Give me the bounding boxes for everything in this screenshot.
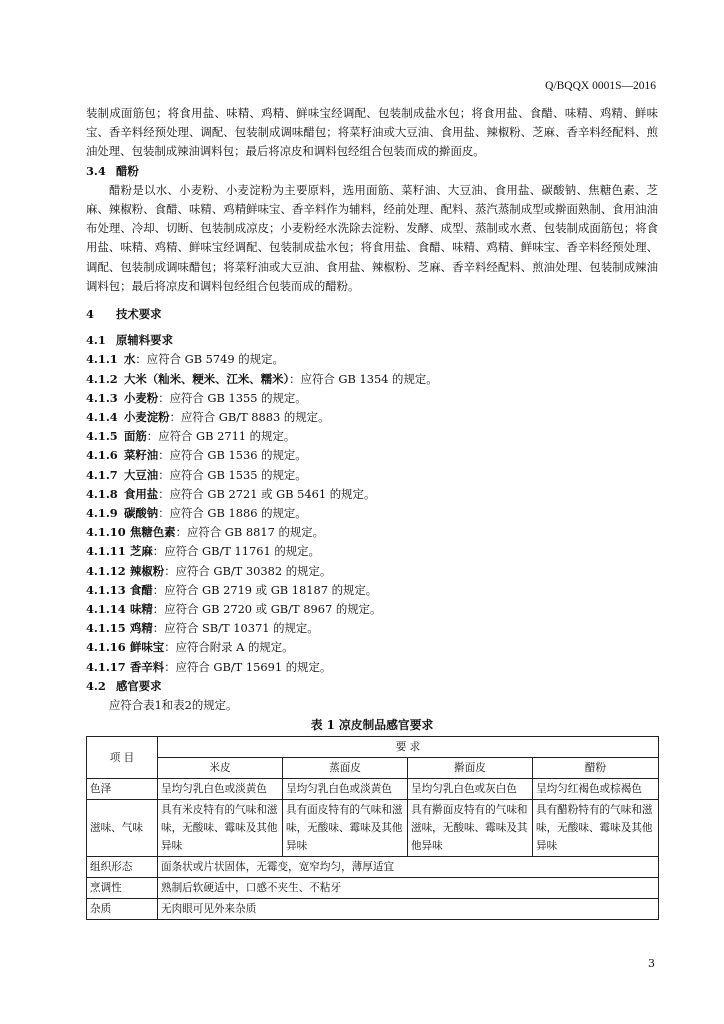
requirement-number: 4.1.6 <box>86 448 118 463</box>
requirement-number: 4.1.16 <box>86 640 126 655</box>
requirement-name: 大米（籼米、粳米、江米、糯米） <box>124 371 290 386</box>
requirement-text: ：应符合 GB 1354 的规定。 <box>289 371 438 386</box>
table-cell: 熟制后软硬适中，口感不夹生、不粘牙 <box>158 878 659 899</box>
table-cell: 具有醋粉特有的气味和滋味，无酸味、霉味及其他异味 <box>533 800 659 857</box>
section-number: 4.1 <box>86 333 106 348</box>
requirement-item <box>86 485 658 504</box>
requirement-number: 4.1.14 <box>86 602 126 617</box>
table-cell: 呈均匀乳白色或灰白色 <box>408 779 533 800</box>
requirement-list <box>86 350 658 676</box>
requirement-item <box>86 408 658 427</box>
requirement-text: ：应符合 GB/T 8883 的规定。 <box>169 410 330 425</box>
requirement-item <box>86 562 658 581</box>
requirement-text: ：应符合 GB 2719 或 GB 18187 的规定。 <box>152 582 378 597</box>
page-content <box>86 104 658 920</box>
section-title: 原辅料要求 <box>116 333 173 348</box>
table-cell: 呈均匀乳白色或淡黄色 <box>158 779 283 800</box>
requirement-number: 4.1.5 <box>86 429 118 444</box>
requirement-number: 4.1.7 <box>86 467 118 482</box>
section-title: 技术要求 <box>116 307 162 322</box>
table-header-requirements: 要 求 <box>158 737 659 758</box>
requirement-item <box>86 658 658 677</box>
table-cell: 具有米皮特有的气味和滋味，无酸味、霉味及其他异味 <box>158 800 283 857</box>
table-column-header: 蒸面皮 <box>283 758 408 779</box>
requirement-name: 味精 <box>130 602 153 617</box>
requirement-name: 香辛料 <box>130 659 165 674</box>
requirement-text: ：应符合 GB/T 15691 的规定。 <box>164 659 332 674</box>
requirement-item <box>86 581 658 600</box>
requirement-name: 水 <box>124 352 136 367</box>
table-cell: 呈均匀乳白色或淡黄色 <box>283 779 408 800</box>
table-column-header: 擀面皮 <box>408 758 533 779</box>
table-column-header: 醋粉 <box>533 758 659 779</box>
section-4-2-paragraph: 应符合表1和表2的规定。 <box>109 698 238 713</box>
requirement-item <box>86 619 658 638</box>
table-cell: 具有面皮特有的气味和滋味，无酸味、霉味及其他异味 <box>283 800 408 857</box>
section-4-2-heading <box>86 677 658 696</box>
requirement-number: 4.1.11 <box>86 544 126 559</box>
table-row-label: 组织形态 <box>87 857 158 878</box>
table-row <box>87 800 659 857</box>
requirement-name: 鸡精 <box>130 621 153 636</box>
table-cell: 呈均匀红褐色或棕褐色 <box>533 779 659 800</box>
requirement-text: ：应符合 GB 1535 的规定。 <box>158 467 307 482</box>
table-row-label: 杂质 <box>87 899 158 920</box>
sensory-requirements-table <box>86 736 659 920</box>
document-id: Q/BQQX 0001S—2016 <box>545 80 656 92</box>
section-number: 4.2 <box>86 678 106 693</box>
requirement-text: ：应符合 GB 5749 的规定。 <box>135 352 284 367</box>
table-cell: 具有擀面皮特有的气味和滋味，无酸味、霉味及其他异味 <box>408 800 533 857</box>
requirement-number: 4.1.9 <box>86 506 118 521</box>
requirement-text: ：应符合 GB/T 30382 的规定。 <box>164 563 332 578</box>
requirement-name: 焦糖色素 <box>130 525 176 540</box>
requirement-text: ：应符合 GB 2721 或 GB 5461 的规定。 <box>158 486 376 501</box>
requirement-name: 小麦粉 <box>124 390 159 405</box>
requirement-number: 4.1.15 <box>86 621 126 636</box>
requirement-number: 4.1.10 <box>86 525 126 540</box>
requirement-text: ：应符合 GB 8817 的规定。 <box>175 525 325 540</box>
requirement-text: ：应符合 GB 1536 的规定。 <box>158 448 307 463</box>
requirement-name: 碳酸钠 <box>124 506 159 521</box>
requirement-name: 芝麻 <box>130 544 153 559</box>
requirement-item <box>86 600 658 619</box>
table-row-label: 烹调性 <box>87 878 158 899</box>
requirement-number: 4.1.17 <box>86 659 126 674</box>
section-4-heading <box>86 305 658 324</box>
section-title: 醋粉 <box>116 163 139 178</box>
table-cell: 面条状或片状固体，无霉变，宽窄均匀，薄厚适宜 <box>158 857 659 878</box>
requirement-name: 食醋 <box>130 582 153 597</box>
requirement-name: 大豆油 <box>124 467 159 482</box>
table-header-row <box>87 737 659 758</box>
requirement-text: ：应符合 GB 2711 的规定。 <box>146 429 296 444</box>
requirement-number: 4.1.4 <box>86 410 118 425</box>
requirement-item <box>86 466 658 485</box>
requirement-item <box>86 638 658 657</box>
requirement-item <box>86 504 658 523</box>
table-row <box>87 857 659 878</box>
requirement-number: 4.1.1 <box>86 352 118 367</box>
table-header-item: 项 目 <box>87 737 158 779</box>
requirement-text: ：应符合 GB 1355 的规定。 <box>158 390 307 405</box>
section-number: 4 <box>86 307 94 322</box>
table-column-header: 米皮 <box>158 758 283 779</box>
requirement-item <box>86 446 658 465</box>
page-number: 3 <box>648 957 655 970</box>
table-row-label: 滋味、气味 <box>87 800 158 857</box>
requirement-item <box>86 523 658 542</box>
table-title: 表 1 凉皮制品感官要求 <box>310 718 434 733</box>
requirement-name: 辣椒粉 <box>130 563 165 578</box>
table-header-row <box>87 758 659 779</box>
requirement-item <box>86 370 658 389</box>
section-title: 感官要求 <box>116 678 162 693</box>
requirement-name: 鲜味宝 <box>130 640 165 655</box>
table-cell: 无肉眼可见外来杂质 <box>158 899 659 920</box>
section-number: 3.4 <box>86 163 106 178</box>
requirement-text: ：应符合 GB 1886 的规定。 <box>158 506 307 521</box>
requirement-number: 4.1.3 <box>86 390 118 405</box>
table-row <box>87 779 659 800</box>
section-4-1-heading <box>86 331 658 350</box>
requirement-text: ：应符合附录 A 的规定。 <box>164 640 294 655</box>
section-3-4-heading <box>86 162 658 181</box>
requirement-number: 4.1.8 <box>86 486 118 501</box>
requirement-number: 4.1.13 <box>86 582 126 597</box>
requirement-number: 4.1.12 <box>86 563 126 578</box>
table-row <box>87 899 659 920</box>
requirement-item <box>86 427 658 446</box>
intro-paragraph: 装制成面筋包；将食用盐、味精、鸡精、鲜味宝经调配、包装制成盐水包；将食用盐、食醋、味精、鸡精、鲜味宝、香辛料经预处理、调配、包装制成调味醋包；将菜籽油或大豆油、食用盐、辣椒粉、芝麻、香辛料经配料、煎油处理、包装制成辣油调料包；最后将凉皮和调料包经组合包装而成的擀面皮。 <box>86 106 658 159</box>
requirement-name: 食用盐 <box>124 486 159 501</box>
requirement-item <box>86 350 658 369</box>
requirement-name: 菜籽油 <box>124 448 159 463</box>
requirement-name: 面筋 <box>124 429 147 444</box>
requirement-text: ：应符合 SB/T 10371 的规定。 <box>152 621 319 636</box>
table-row-label: 色泽 <box>87 779 158 800</box>
requirement-number: 4.1.2 <box>86 371 118 386</box>
requirement-item <box>86 389 658 408</box>
requirement-text: ：应符合 GB/T 11761 的规定。 <box>152 544 320 559</box>
table-row <box>87 878 659 899</box>
requirement-name: 小麦淀粉 <box>124 410 170 425</box>
requirement-text: ：应符合 GB 2720 或 GB/T 8967 的规定。 <box>152 602 382 617</box>
section-3-4-paragraph: 醋粉是以水、小麦粉、小麦淀粉为主要原料，选用面筋、菜籽油、大豆油、食用盐、碳酸钠、焦糖色素、芝麻、辣椒粉、食醋、味精、鸡精鲜味宝、香辛料作为辅料，经前处理、配料、蒸汽蒸制成型或擀面熟制、食用油油布处理、冷却、切断、包装制成凉皮；小麦粉经水洗除去淀粉、发酵、成型、蒸制或水煮、包装制成面筋包；将食用盐、味精、鸡精、鲜味宝经调配、包装制成盐水包；将食用盐、食醋、味精、鸡精、鲜味宝、香辛料经预处理、调配、包装制成调味醋包；将菜籽油或大豆油、食用盐、辣椒粉、芝麻、香辛料经配料、煎油处理、包装制成辣油调料包；最后将凉皮和调料包经组合包装而成的醋粉。 <box>86 182 658 293</box>
requirement-item <box>86 542 658 561</box>
